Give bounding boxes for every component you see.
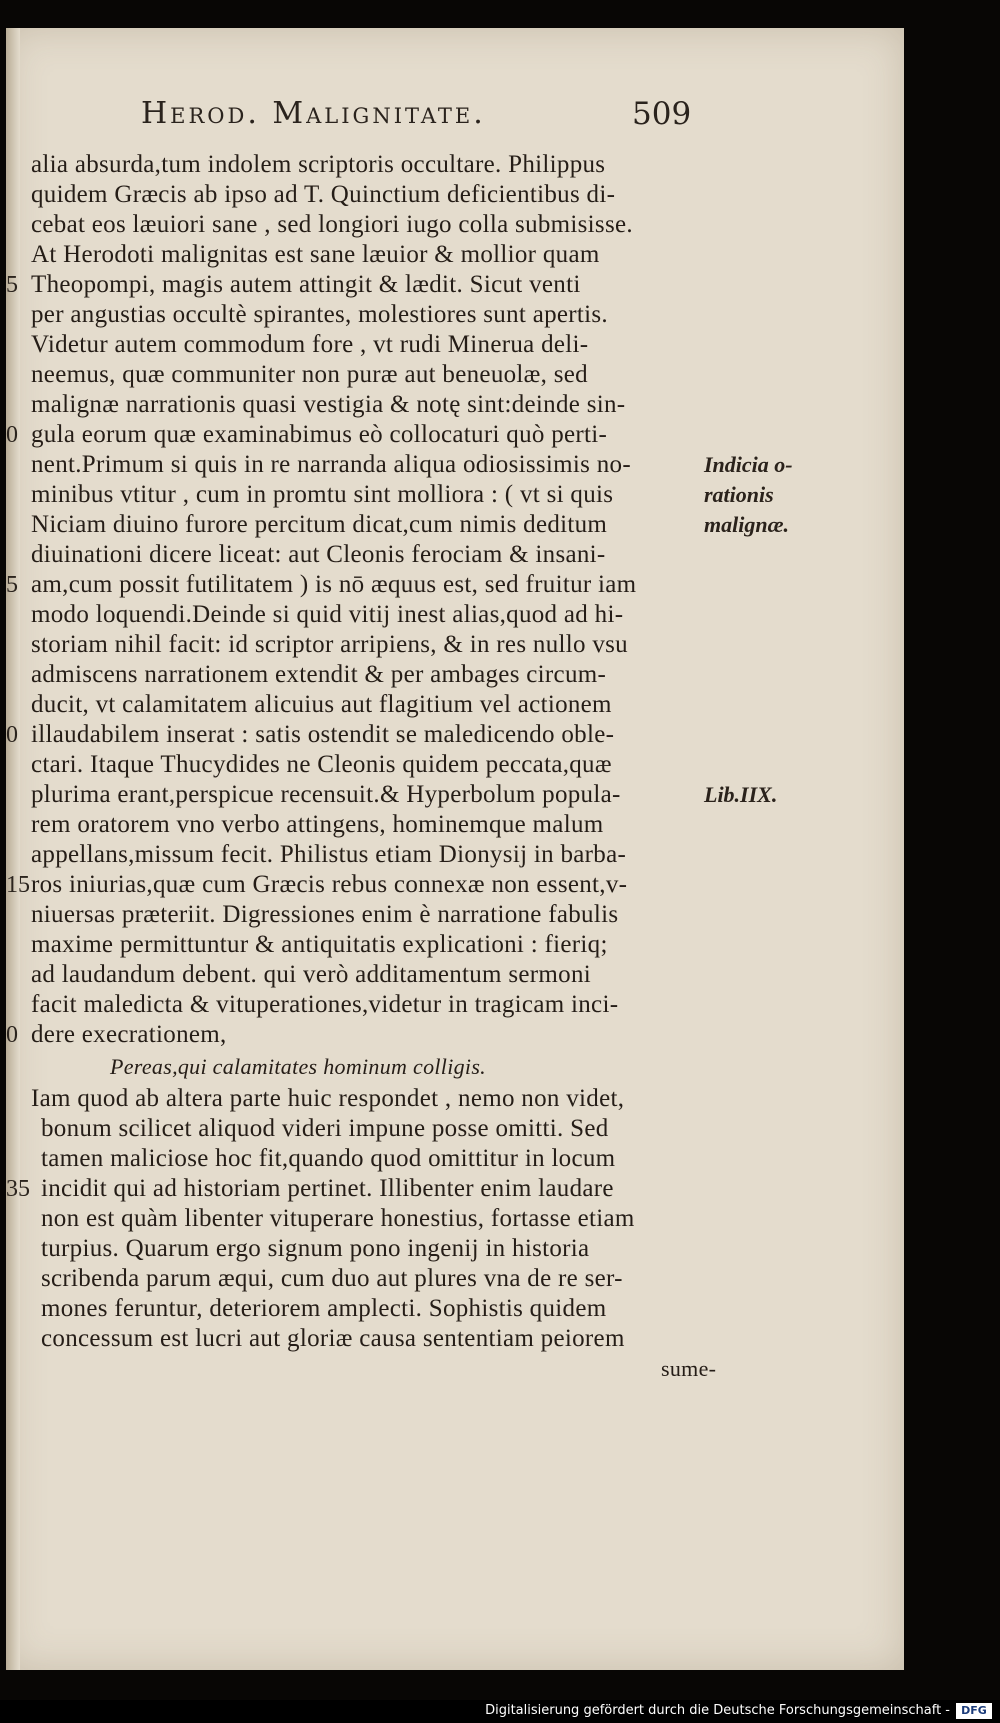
line-number: 5 [6, 272, 18, 298]
running-title: Herod. Malignitate. [141, 96, 486, 131]
margin-note-malignae: malignæ. [704, 512, 789, 537]
text-line: Theopompi, magis autem attingit & lædit. Sicut venti [31, 271, 581, 298]
quoted-verse: Pereas,qui calamitates hominum colligis. [110, 1054, 486, 1079]
text-line: mones feruntur, deteriorem amplecti. Sophistis quidem [41, 1295, 607, 1322]
line-number: 0 [6, 1022, 18, 1048]
text-line: scribenda parum æqui, cum duo aut plures vna de re ser- [41, 1265, 623, 1292]
text-line: gula eorum quæ examinabimus eò collocaturi quò perti- [31, 421, 608, 448]
text-line: neemus, quæ communiter non puræ aut beneuolæ, sed [31, 361, 588, 388]
text-line: ros iniurias,quæ cum Græcis rebus connexæ non essent,v- [31, 871, 628, 898]
main-text-block [6, 28, 904, 1670]
text-line: plurima erant,perspicue recensuit.& Hyperbolum popula- [31, 781, 621, 808]
text-line: rem oratorem vno verbo attingens, hominemque malum [31, 811, 604, 838]
text-line: admiscens narrationem extendit & per ambages circum- [31, 661, 607, 688]
text-line: modo loquendi.Deinde si quid vitij inest alias,quod ad hi- [31, 601, 624, 628]
text-line: nent.Primum si quis in re narranda aliqua odiosissimis no- [31, 451, 631, 478]
book-page [6, 28, 904, 1670]
text-line: cebat eos læuiori sane , sed longiori iugo colla submisisse. [31, 211, 633, 238]
text-line: dere execrationem, [31, 1021, 227, 1048]
line-number: 35 [6, 1176, 30, 1202]
page-number: 509 [632, 96, 692, 132]
catchword: sume- [661, 1356, 717, 1381]
margin-note-indicia: Indicia o- [704, 452, 793, 477]
text-line: minibus vtitur , cum in promtu sint molliora : ( vt si quis [31, 481, 614, 508]
text-line: bonum scilicet aliquod videri impune posse omitti. Sed [41, 1115, 609, 1142]
dfg-logo: DFG [956, 1703, 992, 1719]
text-line: per angustias occultè spirantes, molestiores sunt apertis. [31, 301, 608, 328]
text-line: tamen maliciose hoc fit,quando quod omittitur in locum [41, 1145, 616, 1172]
line-number: 5 [6, 572, 18, 598]
text-line: appellans,missum fecit. Philistus etiam Dionysij in barba- [31, 841, 627, 868]
margin-note-rationis: rationis [704, 482, 774, 507]
text-line: alia absurda,tum indolem scriptoris occultare. Philippus [31, 151, 606, 178]
text-line: turpius. Quarum ergo signum pono ingenij in historia [41, 1235, 590, 1262]
line-number: 0 [6, 422, 18, 448]
text-line: illaudabilem inserat : satis ostendit se maledicendo oble- [31, 721, 615, 748]
text-line: am,cum possit futilitatem ) is nō æquus est, sed fruitur iam [31, 571, 637, 598]
text-line: non est quàm libenter vituperare honestius, fortasse etiam [41, 1205, 635, 1232]
text-line: Iam quod ab altera parte huic respondet , nemo non videt, [31, 1085, 625, 1112]
text-line: ad laudandum debent. qui verò additamentum sermoni [31, 961, 591, 988]
funding-notice: Digitalisierung gefördert durch die Deutsche Forschungsgemeinschaft - [485, 1703, 950, 1718]
footer-bar [0, 1700, 1000, 1723]
text-line: ctari. Itaque Thucydides ne Cleonis quidem peccata,quæ [31, 751, 612, 778]
text-line: concessum est lucri aut gloriæ causa sententiam peiorem [41, 1325, 625, 1352]
text-line: Niciam diuino furore percitum dicat,cum nimis deditum [31, 511, 608, 538]
text-line: diuinationi dicere liceat: aut Cleonis ferociam & insani- [31, 541, 606, 568]
text-line: quidem Græcis ab ipso ad T. Quinctium deficientibus di- [31, 181, 616, 208]
text-line: ducit, vt calamitatem alicuius aut flagitium vel actionem [31, 691, 612, 718]
text-line: At Herodoti malignitas est sane læuior & mollior quam [31, 241, 600, 268]
line-number: 15 [6, 872, 30, 898]
text-line: Videtur autem commodum fore , vt rudi Minerua deli- [31, 331, 589, 358]
text-line: malignæ narrationis quasi vestigia & notę sint:deinde sin- [31, 391, 626, 418]
line-number: 0 [6, 722, 18, 748]
text-line: facit maledicta & vituperationes,videtur in tragicam inci- [31, 991, 619, 1018]
text-line: incidit qui ad historiam pertinet. Illibenter enim laudare [41, 1175, 614, 1202]
text-line: niuersas præteriit. Digressiones enim è narratione fabulis [31, 901, 619, 928]
text-line: maxime permittuntur & antiquitatis explicationi : fieriq; [31, 931, 608, 958]
text-line: storiam nihil facit: id scriptor arripiens, & in res nullo vsu [31, 631, 628, 658]
margin-note-lib: Lib.IIX. [704, 782, 778, 807]
